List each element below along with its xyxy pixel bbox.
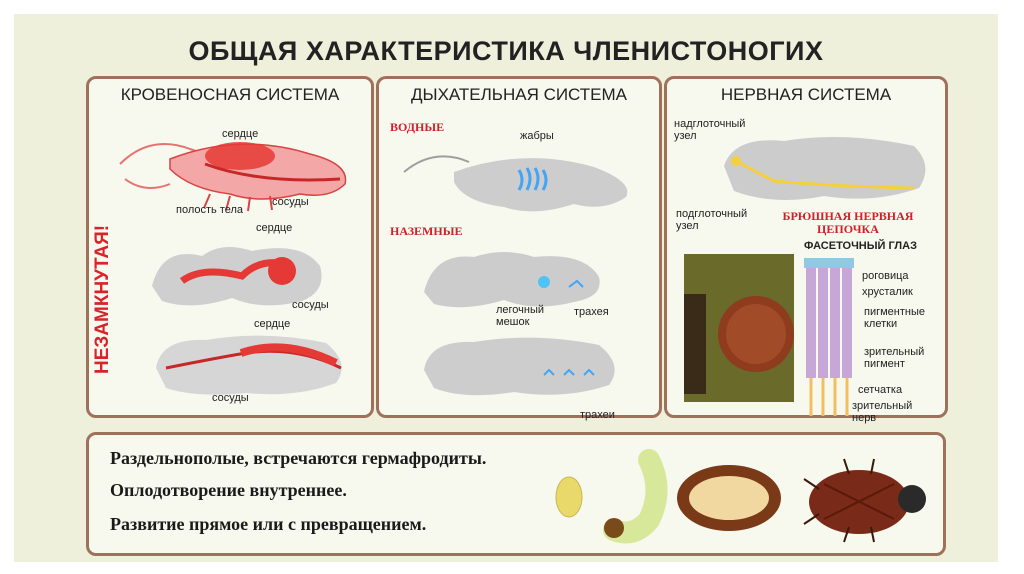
beetle-illustration (794, 454, 934, 544)
insect-nervous-illustration (714, 126, 934, 216)
eye-label-visual-pigment: зрительный пигмент (864, 346, 925, 370)
nervous-title: НЕРВНАЯ СИСТЕМА (720, 85, 892, 104)
compound-eye-title: ФАСЕТОЧНЫЙ ГЛАЗ (804, 240, 917, 252)
circulatory-title: КРОВЕНОСНАЯ СИСТЕМА (120, 85, 340, 104)
ommatidia-diagram (804, 258, 854, 418)
page-title: ОБЩАЯ ХАРАКТЕРИСТИКА ЧЛЕНИСТОНОГИХ (188, 36, 824, 66)
slide (14, 14, 998, 562)
terrestrial-label: НАЗЕМНЫЕ (390, 224, 463, 238)
reproduction-line-1: Раздельнополые, встречаются гермафродиты. (110, 448, 487, 468)
heart-label-1: сердце (222, 128, 259, 140)
body-cavity-label: полость тела (176, 204, 244, 216)
eye-label-optic-nerve: зрительный нерв (852, 400, 913, 424)
spider-respiratory-illustration (414, 242, 614, 312)
heart-label-3: сердце (254, 318, 291, 330)
eye-label-pigment-cells: пигментные клетки (864, 306, 926, 330)
aquatic-label: ВОДНЫЕ (390, 120, 445, 134)
subesophageal-label: подглоточный узел (676, 208, 748, 232)
vessels-label-2: сосуды (292, 299, 329, 311)
insect-respiratory-illustration (414, 330, 629, 405)
ventral-chain-label: БРЮШНАЯ НЕРВНАЯ ЦЕПОЧКА (782, 209, 914, 236)
open-system-label: НЕЗАМКНУТАЯ! (92, 224, 113, 374)
vessels-label-3: сосуды (212, 392, 249, 404)
heart-label-2: сердце (256, 222, 293, 234)
crayfish-respiratory-illustration (394, 142, 644, 222)
egg-illustration (554, 474, 584, 520)
eye-label-lens: хрусталик (862, 286, 913, 298)
tracheae-label: трахеи (580, 409, 615, 421)
respiratory-title: ДЫХАТЕЛЬНАЯ СИСТЕМА (411, 85, 627, 104)
gills-label: жабры (520, 130, 554, 142)
supraesophageal-label: надглоточный узел (674, 118, 746, 142)
eye-label-cornea: роговица (862, 270, 909, 282)
vessels-label-1: сосуды (272, 196, 309, 208)
fly-eye-photo (684, 254, 794, 402)
lung-sac-label: легочный мешок (496, 304, 545, 328)
pupa-illustration (674, 462, 784, 534)
larva-illustration (594, 450, 664, 540)
reproduction-line-2: Оплодотворение внутреннее. (110, 480, 347, 500)
trachea-label: трахея (574, 306, 609, 318)
eye-label-retina: сетчатка (858, 384, 903, 396)
reproduction-line-3: Развитие прямое или с превращением. (110, 514, 427, 534)
